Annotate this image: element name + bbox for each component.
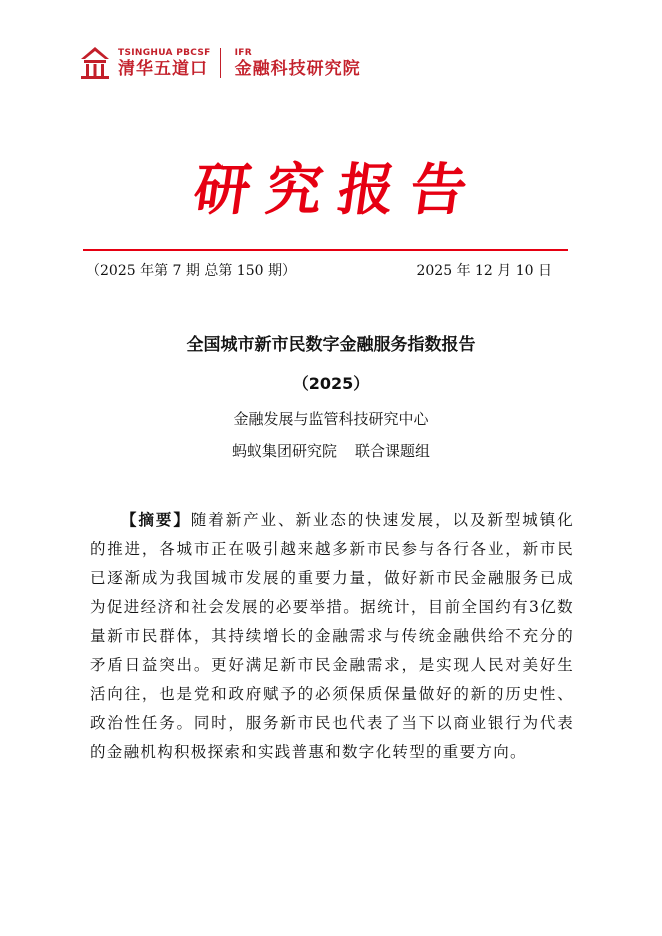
pbcsf-chinese-name: 清华五道口 [118,58,208,79]
ifr-chinese-name: 金融科技研究院 [234,58,361,79]
ifr-logo-text [235,47,361,80]
abstract-text: 随着新产业、新业态的快速发展，以及新型城镇化的推进，各城市正在吸引越来越多新市民参与各行各业，新市民已逐渐成为我国城市发展的重要力量，做好新市民金融服务已成为促进经济和社会发展的必要举措。据统计，目前全国约有3亿数量新市民群体，其持续增长的金融需求与传统金融供给不充分的矛盾日益突出。更好满足新市民金融需求，是实现人民对美好生活向往，也是党和政府赋予的必须保质保量做好的新的历史性、政治性任务。同时，服务新市民也代表了当下以商业银行为代表的金融机构积极探索和实践普惠和数字化转型的重要方向。 [90,511,574,761]
logo-divider [220,48,221,78]
report-masthead: 研究报告 [189,157,488,223]
abstract-paragraph [90,506,574,767]
author-line-2 [0,440,662,461]
ifr-english-name: IFR [234,47,252,58]
abstract-label: 【摘要】 [121,511,191,529]
author-ant-group: 蚂蚁集团研究院 [231,442,337,460]
masthead-divider [83,249,568,251]
issue-number: （2025 年第 7 期 总第 150 期） [86,263,296,279]
publish-date: 2025 年 12 月 10 日 [416,263,552,279]
header-logo [77,44,361,82]
report-year: （2025） [292,374,370,393]
author-line-1: 金融发展与监管科技研究中心 [233,410,429,428]
pbcsf-logo-text [118,47,211,80]
author-joint-team: 联合课题组 [355,442,431,460]
tsinghua-emblem-icon [77,45,113,81]
pbcsf-english-name: TSINGHUA PBCSF [118,47,211,58]
report-title: 全国城市新市民数字金融服务指数报告 [186,335,476,355]
